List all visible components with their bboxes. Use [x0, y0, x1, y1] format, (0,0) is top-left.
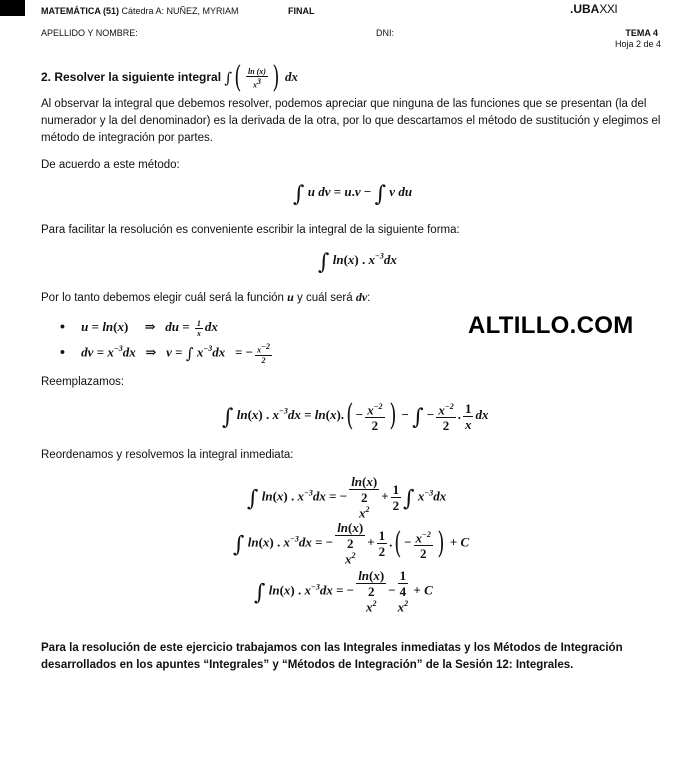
header-subject-line — [41, 6, 239, 16]
rewrite-text: Para facilitar la resolución es conveniente escribir la integral de la siguiente forma: — [41, 224, 460, 236]
name-label: APELLIDO Y NOMBRE: — [41, 28, 138, 38]
page-indicator: Hoja 2 de 4 — [614, 39, 661, 49]
reorder-text: Reordenamos y resolvemos la integral inmediata: — [41, 449, 294, 461]
exam-type: FINAL — [288, 6, 315, 16]
subject: MATEMÁTICA (51) — [41, 6, 119, 16]
problem-integral: ∫( $\frac{\ln (x)}{x^3}$ ) dx — [224, 60, 298, 95]
dni-label: DNI: — [376, 28, 394, 38]
replace-text: Reemplazamos: — [41, 376, 125, 388]
tema-label: TEMA 4 — [625, 28, 658, 38]
formula-step2: ∫ ln(x) . $x^{-3}dx$ = − ln(x) 2 $x^2+$ $\frac{1}{2}$ .( − $\frac{x^{-2}}{2}$ ) + C — [233, 520, 470, 567]
intro-paragraph: Al observar la integral que debemos resolver, podemos apreciar que ninguna de las funciones que se presentan (la del numerador y la del denominador) es la derivada de la otra, por lo que descartamos el método de sustitución y elegimos el método de integración por partes. — [41, 98, 661, 144]
formula-parts: ∫ u dv = u.v − ∫ v du — [293, 182, 413, 207]
formula-step1: ∫ ln(x) . $x^{-3}dx$ = − ln(x) 2 $x^2+$ $\frac{1}{2}$ ∫ $x^{-3}dx$ — [247, 474, 447, 521]
formula-rewritten: ∫ ln(x) . $x^{-3}dx$ — [318, 250, 397, 275]
formula-replace: ∫ ln(x) . $x^{-3}dx = \ln(x)$.( − $\frac{x^{-2}}{2}$ ) − ∫ − $\frac{x^{-2}}{2}$ . $\frac{1}{x}$ dx — [222, 398, 489, 434]
bullet-u: • u = ln(x) ⇒ du = $\frac{1}{x}$ dx — [60, 318, 218, 338]
choose-text: Por lo tanto debemos elegir cuál será la función u y cuál será dv: — [41, 290, 371, 304]
method-text: De acuerdo a este método: — [41, 159, 180, 171]
footer-note: Para la resolución de este ejercicio trabajamos con las Integrales inmediatas y los Métodos de Integración desarrollados en los apuntes “Integrales” y “Métodos de Integración” de la Sesión 12: Integrales. — [41, 642, 623, 671]
catedra: Cátedra A: NUÑEZ, MYRIAM — [121, 6, 239, 16]
corner-mark — [0, 0, 25, 16]
formula-result: ∫ ln(x) . $x^{-3}dx$ = − ln(x) 2 $x^2-$ 1 4 $x^2 + C$ — [254, 568, 433, 615]
watermark: ALTILLO.COM — [468, 312, 634, 339]
uba-logo: .UBAXXI — [570, 2, 618, 16]
bullet-dv: • dv = $x^{-3}dx$ ⇒ v = ∫ $x^{-3}dx$ = − $\frac{x^{-2}}{2}$ — [60, 342, 270, 365]
problem-title: 2. Resolver la siguiente integral ∫( $\frac{\ln (x)}{x^3}$ ) dx — [41, 60, 298, 95]
